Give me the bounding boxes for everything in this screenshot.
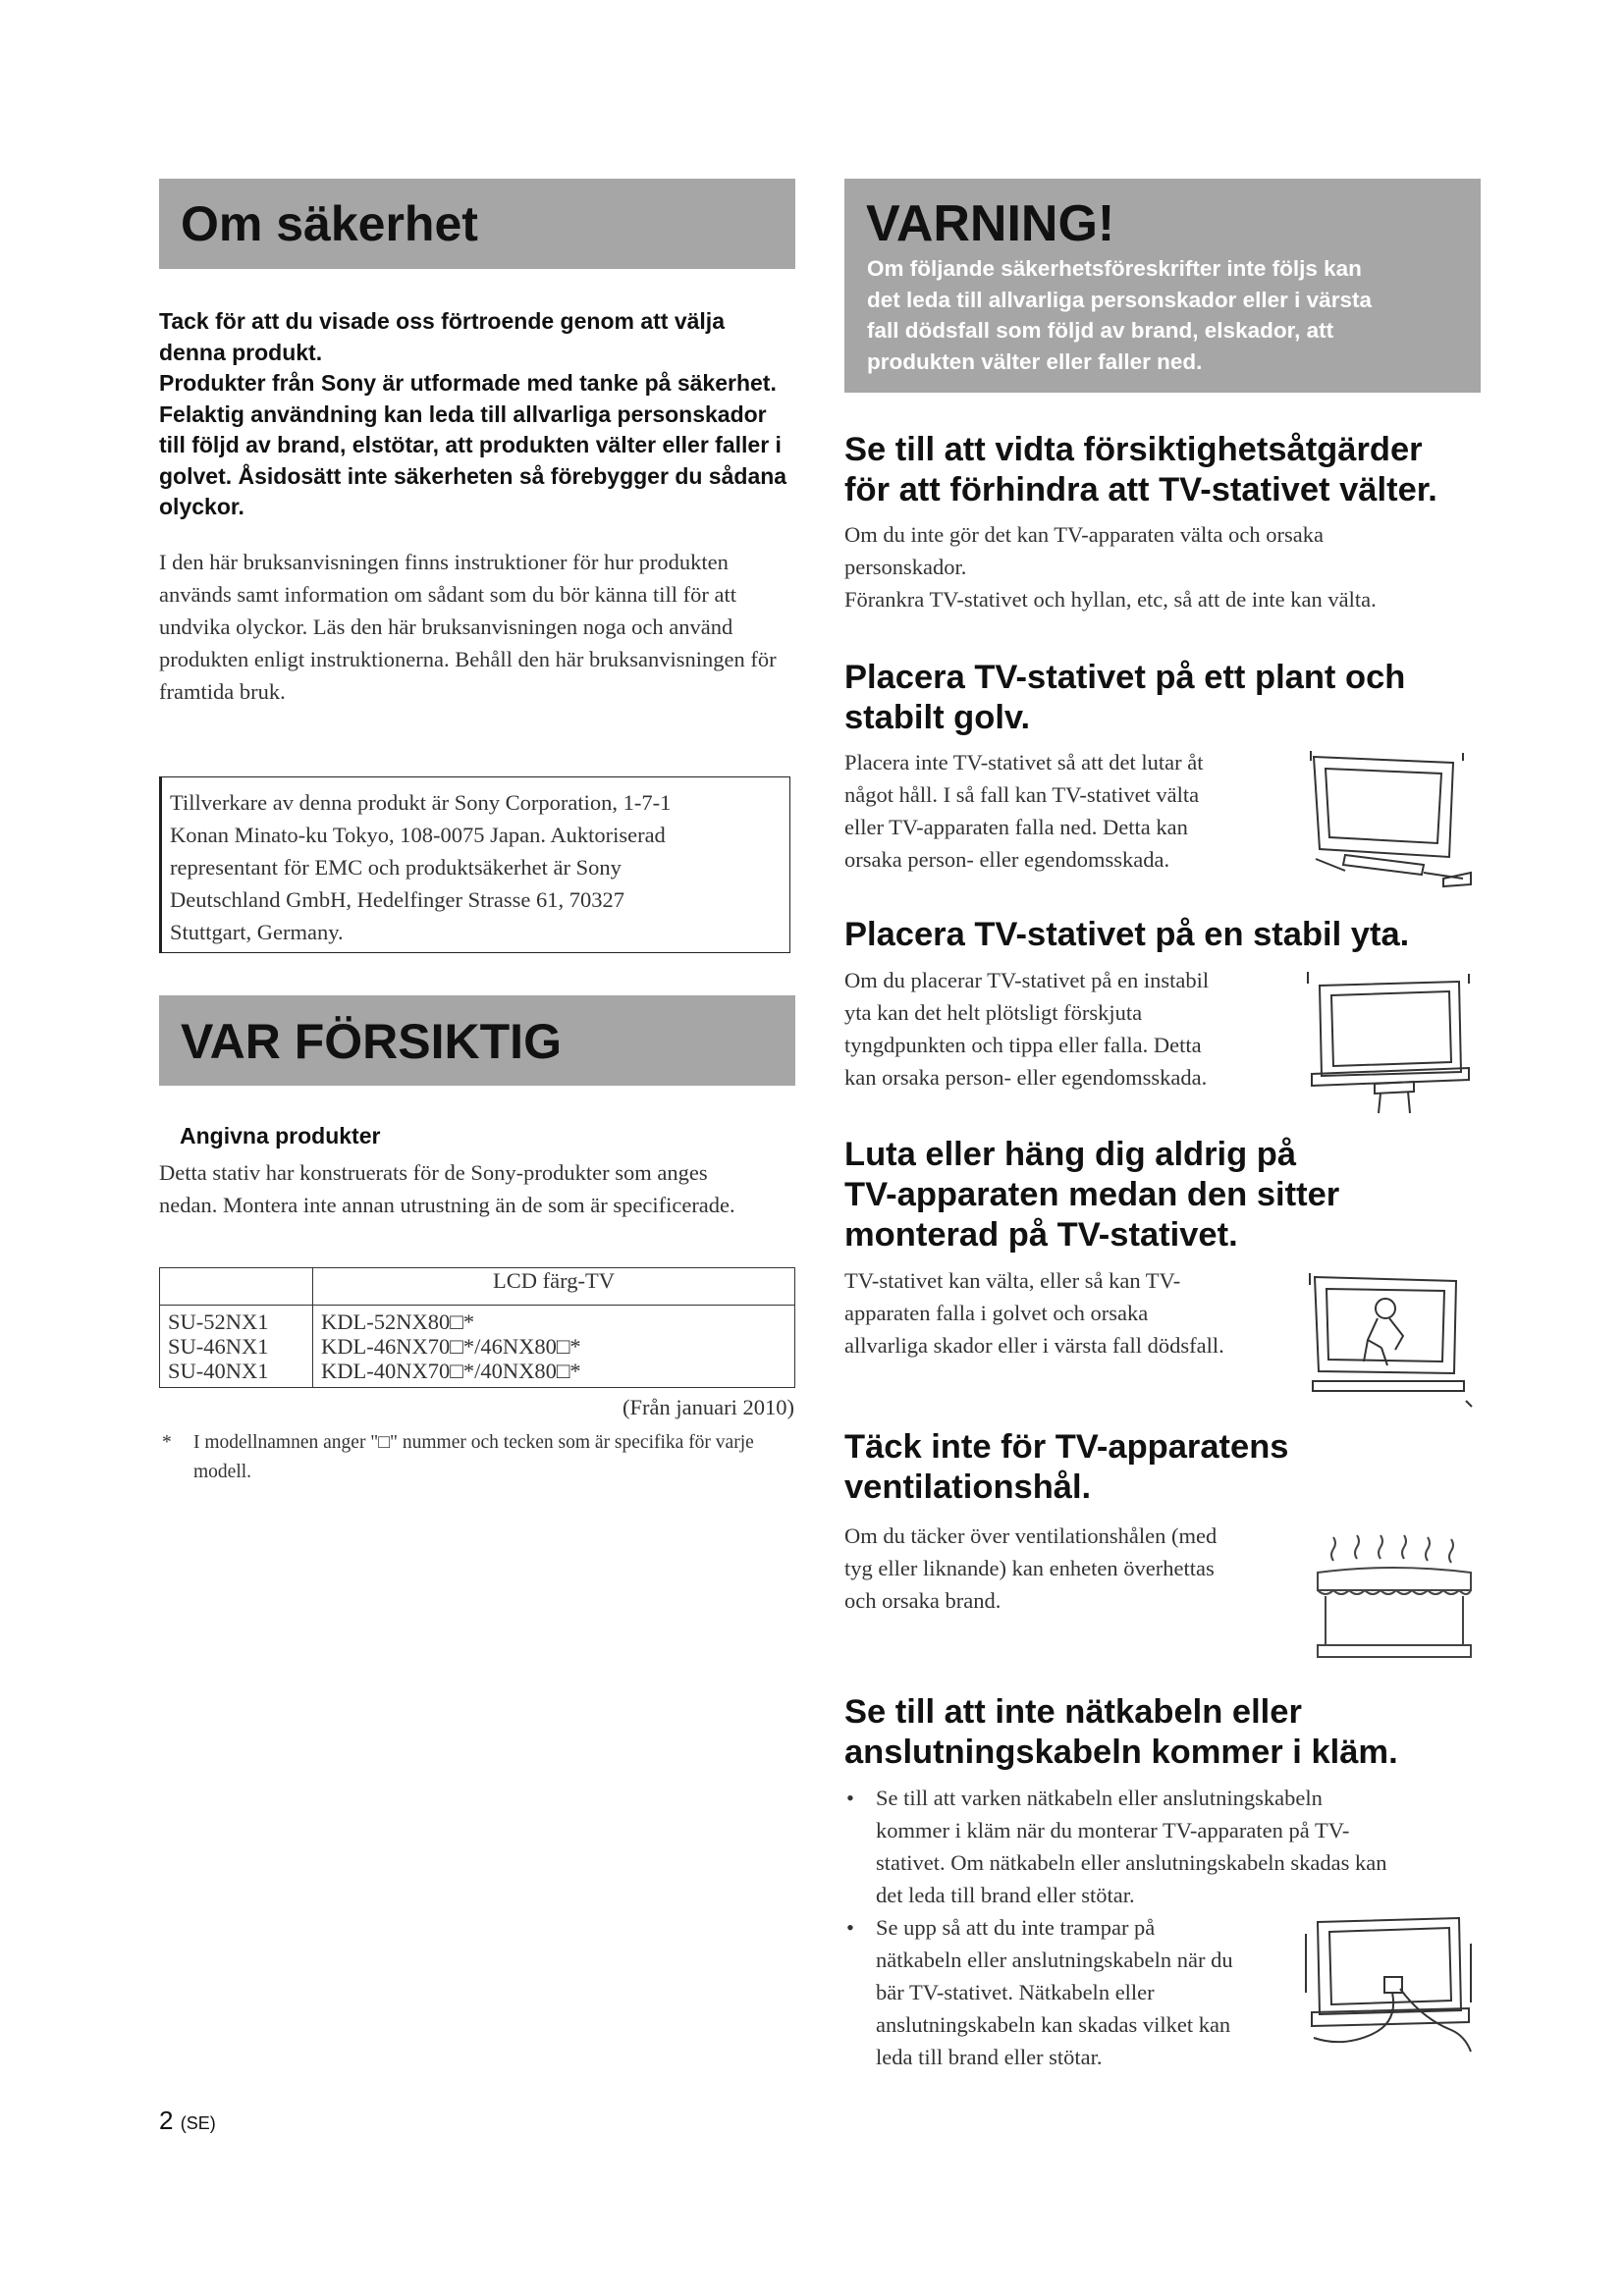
- section-heading-do-not-lean: [844, 1135, 1339, 1255]
- footnote-mark: *: [162, 1432, 172, 1453]
- intro-bold-text: [159, 306, 787, 523]
- text-line: Se till att varken nätkabeln eller anslutningskabeln: [876, 1786, 1323, 1810]
- section-heading-flat-floor: [844, 658, 1405, 738]
- heading-line: anslutningskabeln kommer i kläm.: [844, 1734, 1398, 1771]
- stand-model: SU-52NX1: [168, 1309, 269, 1334]
- caution-banner: [159, 995, 795, 1086]
- heading-line: Se till att vidta försiktighetsåtgärder: [844, 431, 1423, 468]
- text-line: yta kan det helt plötsligt förskjuta: [844, 1000, 1143, 1025]
- section-cables-bullet-2: [844, 1911, 1306, 2073]
- footnote: [162, 1428, 800, 1487]
- text-line: TV-stativet kan välta, eller så kan TV-: [844, 1268, 1181, 1293]
- text-line: tyg eller liknande) kan enheten överhettas: [844, 1556, 1215, 1580]
- table-header-row: [160, 1268, 795, 1306]
- warning-title: VARNING!: [866, 195, 1115, 252]
- text-line: Se upp så att du inte trampar på: [876, 1915, 1156, 1940]
- section-heading-cables: [844, 1692, 1398, 1773]
- child-hanging-on-tv-illustration: [1309, 1271, 1474, 1409]
- warning-line: Om följande säkerhetsföreskrifter inte följs kan: [867, 256, 1362, 281]
- tv-on-unstable-surface-illustration: [1306, 970, 1475, 1115]
- section-cables-bullet-1: [844, 1782, 1483, 1911]
- text-line: leda till brand eller stötar.: [876, 2045, 1103, 2069]
- specified-products-text: Detta stativ har konstruerats för de Sony-produkter som anges nedan. Montera inte annan utrustning än de som är specificerade.: [159, 1160, 735, 1217]
- text-line: tyngdpunkten och tippa eller falla. Detta: [844, 1033, 1202, 1057]
- text-line: Om du täcker över ventilationshålen (med: [844, 1523, 1218, 1548]
- heading-line: Placera TV-stativet på en stabil yta.: [844, 916, 1410, 953]
- section-heading-stable-surface: [844, 915, 1409, 955]
- intro-thanks: Tack för att du visade oss förtroende genom att välja denna produkt.: [159, 308, 725, 365]
- text-line: Om du placerar TV-stativet på en instabil: [844, 968, 1210, 992]
- heading-line: Täck inte för TV-apparatens: [844, 1428, 1289, 1466]
- text-line: orsaka person- eller egendomsskada.: [844, 847, 1170, 872]
- text-line: Förankra TV-stativet och hyllan, etc, så att de inte kan välta.: [844, 587, 1377, 612]
- tv-model: KDL-40NX70□*/40NX80□*: [321, 1359, 581, 1383]
- text-line: kommer i kläm när du monterar TV-apparaten på TV-: [876, 1818, 1350, 1842]
- stand-model: SU-40NX1: [168, 1359, 269, 1383]
- section-heading-anchor: [844, 430, 1437, 510]
- section-do-not-lean-text: [844, 1264, 1306, 1362]
- page-number-value: 2: [159, 2106, 174, 2135]
- text-line: stativet. Om nätkabeln eller anslutningskabeln skadas kan: [876, 1850, 1387, 1875]
- stand-model: SU-46NX1: [168, 1334, 269, 1359]
- heading-line: för att förhindra att TV-stativet välter.: [844, 471, 1437, 508]
- products-table: [159, 1267, 795, 1388]
- text-line: något håll. I så fall kan TV-stativet välta: [844, 782, 1200, 807]
- bullet-item: [844, 1782, 1483, 1911]
- bullet-item: [844, 1911, 1306, 2073]
- text-line: nätkabeln eller anslutningskabeln när du: [876, 1948, 1233, 1972]
- footnote-text: I modellnamnen anger "□" nummer och tecken som är specifika för varje modell.: [193, 1432, 754, 1482]
- covered-ventilation-illustration: [1314, 1529, 1475, 1667]
- pinched-cable-illustration: [1304, 1914, 1475, 2059]
- heading-line: Se till att inte nätkabeln eller: [844, 1693, 1302, 1731]
- text-line: Om du inte gör det kan TV-apparaten välta och orsaka: [844, 522, 1324, 547]
- manufacturer-line: Stuttgart, Germany.: [170, 920, 344, 944]
- tv-model: KDL-52NX80□*: [321, 1309, 475, 1334]
- caution-title: VAR FÖRSIKTIG: [181, 1014, 562, 1069]
- heading-line: ventilationshål.: [844, 1468, 1092, 1506]
- warning-line: det leda till allvarliga personskador eller i värsta: [867, 287, 1372, 312]
- section-flat-floor-text: [844, 746, 1306, 876]
- page-number-suffix: (SE): [180, 2113, 216, 2133]
- safety-title-banner: [159, 179, 795, 269]
- manufacturer-line: Konan Minato-ku Tokyo, 108-0075 Japan. Auktoriserad: [170, 823, 666, 847]
- tv-models-cell: [313, 1306, 795, 1388]
- manufacturer-box: [159, 776, 790, 953]
- section-anchor-text: [844, 518, 1483, 615]
- text-line: anslutningskabeln kan skadas vilket kan: [876, 2012, 1231, 2037]
- warning-line: fall dödsfall som följd av brand, elskador, att: [867, 318, 1334, 343]
- page-title: Om säkerhet: [181, 196, 478, 251]
- specified-products-heading: Angivna produkter: [180, 1123, 381, 1148]
- intro-safety: Produkter från Sony är utformade med tanke på säkerhet. Felaktig användning kan leda till allvarliga personskador till följd av brand, elstötar, att produkten välter eller faller i golvet. Åsidosätt inte säkerheten så förebygger du sådana olyckor.: [159, 370, 787, 519]
- heading-line: Placera TV-stativet på ett plant och: [844, 659, 1406, 696]
- section-heading-ventilation: [844, 1427, 1288, 1508]
- table-date-note: (Från januari 2010): [623, 1395, 794, 1419]
- manufacturer-line: Deutschland GmbH, Hedelfinger Strasse 61, 70327: [170, 887, 625, 912]
- bullet-dot: •: [846, 1786, 854, 1810]
- heading-line: stabilt golv.: [844, 699, 1031, 736]
- heading-line: TV-apparaten medan den sitter: [844, 1176, 1340, 1213]
- manufacturer-line: representant för EMC och produktsäkerhet är Sony: [170, 855, 622, 880]
- text-line: och orsaka brand.: [844, 1588, 1001, 1613]
- heading-line: Luta eller häng dig aldrig på: [844, 1136, 1297, 1173]
- section-ventilation-text: [844, 1520, 1306, 1617]
- stand-models-cell: [160, 1306, 313, 1388]
- text-line: det leda till brand eller stötar.: [876, 1883, 1135, 1907]
- tilted-tv-illustration: [1306, 749, 1475, 888]
- bullet-dot: •: [846, 1915, 854, 1940]
- table-header-empty: [160, 1268, 313, 1306]
- tv-model: KDL-46NX70□*/46NX80□*: [321, 1334, 581, 1359]
- table-row: [160, 1306, 795, 1388]
- text-line: eller TV-apparaten falla ned. Detta kan: [844, 815, 1188, 839]
- page-number: [159, 2106, 216, 2136]
- table-header-lcd: LCD färg-TV: [313, 1268, 795, 1306]
- manufacturer-line: Tillverkare av denna produkt är Sony Corporation, 1-7-1: [170, 790, 672, 815]
- text-line: apparaten falla i golvet och orsaka: [844, 1301, 1149, 1325]
- warning-text: [867, 253, 1456, 377]
- heading-line: monterad på TV-stativet.: [844, 1216, 1238, 1254]
- section-stable-surface-text: [844, 964, 1306, 1094]
- text-line: allvarliga skador eller i värsta fall dödsfall.: [844, 1333, 1224, 1358]
- text-line: personskador.: [844, 555, 967, 579]
- text-line: bär TV-stativet. Nätkabeln eller: [876, 1980, 1155, 2004]
- intro-paragraph: I den här bruksanvisningen finns instruktioner för hur produkten används samt information om sådant som du bör känna till för att undvika olyckor. Läs den här bruksanvisningen noga och använd produkten enligt instruktionerna. Behåll den här bruksanvisningen för framtida bruk.: [159, 550, 777, 704]
- text-line: Placera inte TV-stativet så att det lutar åt: [844, 750, 1204, 774]
- text-line: kan orsaka person- eller egendomsskada.: [844, 1065, 1208, 1090]
- warning-line: produkten välter eller faller ned.: [867, 348, 1203, 374]
